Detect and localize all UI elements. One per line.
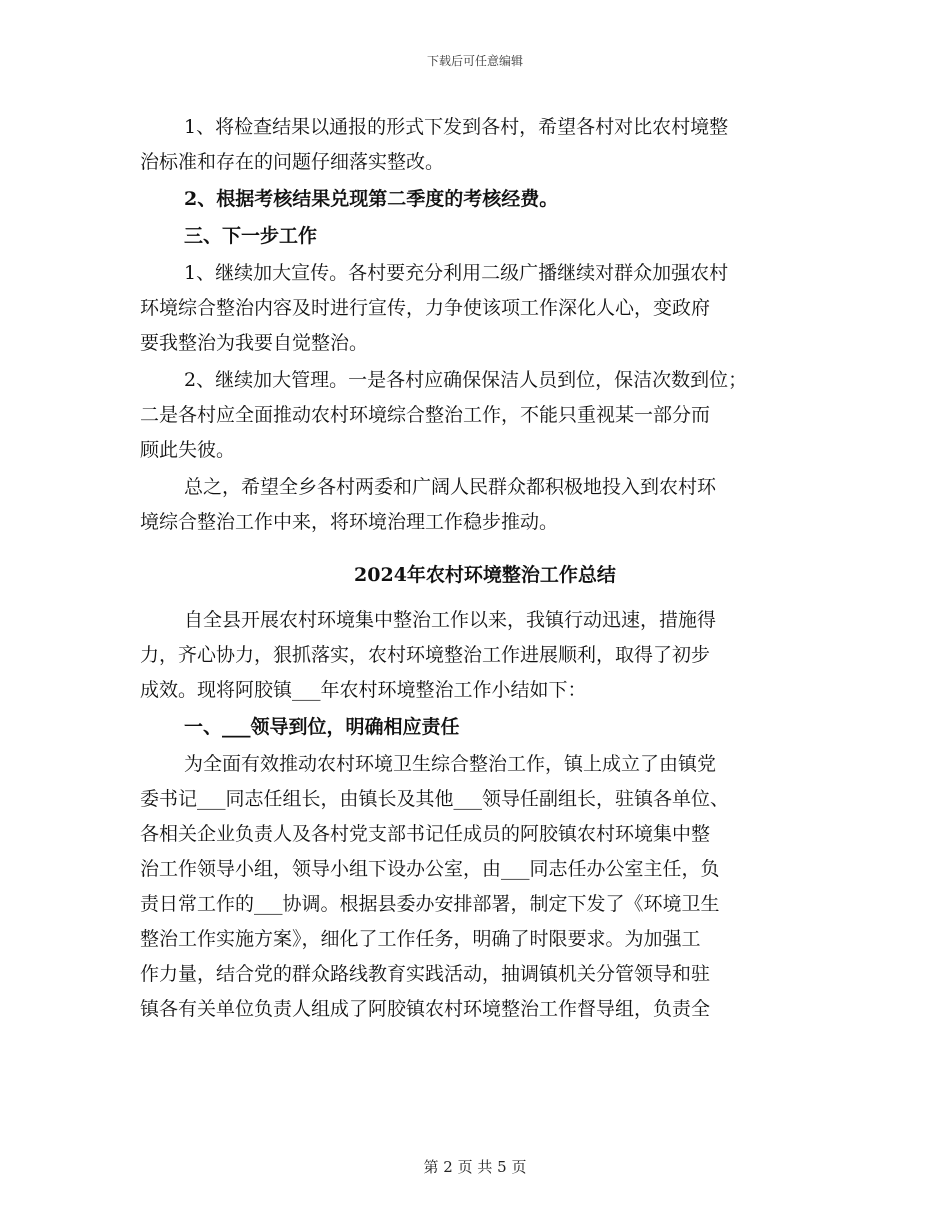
paragraph [140,710,830,745]
paragraph [140,219,830,254]
paragraph-line: 顾此失彼。 [140,439,236,461]
page-footer: 第 2 页 共 5 页 [423,1158,527,1176]
paragraph [140,110,830,180]
page-header: 下载后可任意编辑 [426,54,523,68]
paragraph [140,470,830,540]
paragraph-line: 力，齐心协力，狠抓落实，农村环境整治工作进展顺利，取得了初步 [140,644,711,666]
paragraph-line: 作力量，结合党的群众路线教育实践活动，抽调镇机关分管领导和驻 [140,963,711,985]
paragraph-line: 一、___领导到位，明确相应责任 [184,716,460,738]
paragraph-line: 境综合整治工作中来，将环境治理工作稳步推动。 [140,511,559,533]
paragraph-line: 2、根据考核结果兑现第二季度的考核经费。 [184,188,559,210]
paragraph-line: 责日常工作的___协调。根据县委办安排部署，制定下发了《环境卫生 [140,893,720,915]
paragraph-line: 治工作领导小组，领导小组下设办公室，由___同志任办公室主任，负 [140,858,720,880]
paragraph-line: 各相关企业负责人及各村党支部书记任成员的阿胶镇农村环境集中整 [140,823,711,845]
paragraph [140,256,830,361]
document-title: 2024年农村环境整治工作总结 [354,564,616,586]
paragraph-line: 总之，希望全乡各村两委和广阔人民群众都积极地投入到农村环 [184,476,717,498]
paragraph [140,747,830,1027]
paragraph-line: 三、下一步工作 [184,225,318,247]
paragraph-line: 为全面有效推动农村环境卫生综合整治工作，镇上成立了由镇党 [184,753,717,775]
paragraph-line: 镇各有关单位负责人组成了阿胶镇农村环境整治工作督导组，负责全 [140,998,711,1020]
document-body [140,110,830,1029]
bottom-section [140,603,830,1027]
paragraph-line: 治标准和存在的问题仔细落实整改。 [140,151,445,173]
paragraph-line: 要我整治为我要自觉整治。 [140,332,369,354]
paragraph-line: 整治工作实施方案》，细化了工作任务，明确了时限要求。为加强工 [140,928,701,950]
paragraph-line: 1、继续加大宣传。各村要充分利用二级广播继续对群众加强农村 [184,262,729,284]
paragraph-line: 二是各村应全面推动农村环境综合整治工作，不能只重视某一部分而 [140,404,711,426]
paragraph [140,603,830,708]
paragraph-line: 2、继续加大管理。一是各村应确保保洁人员到位，保洁次数到位； [184,369,748,391]
paragraph [140,182,830,217]
paragraph-line: 环境综合整治内容及时进行宣传，力争使该项工作深化人心，变政府 [140,297,711,319]
top-section [140,110,830,540]
paragraph [140,363,830,468]
paragraph-line: 1、将检查结果以通报的形式下发到各村，希望各村对比农村境整 [184,116,729,138]
paragraph-line: 自全县开展农村环境集中整治工作以来，我镇行动迅速，措施得 [184,609,717,631]
paragraph-line: 委书记___同志任组长，由镇长及其他___领导任副组长，驻镇各单位、 [140,788,730,810]
paragraph-line: 成效。现将阿胶镇___年农村环境整治工作小结如下： [140,679,587,701]
